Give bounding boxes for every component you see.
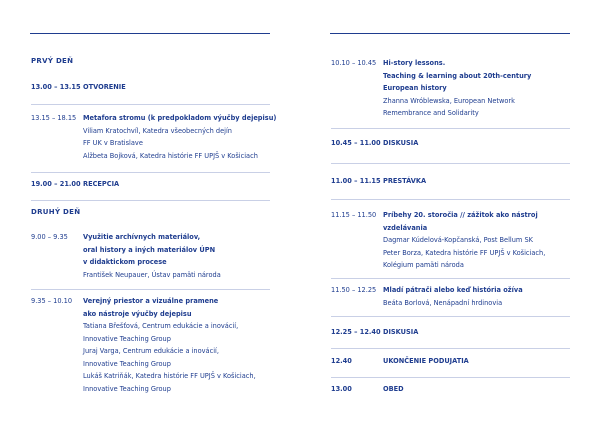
left-top-rule	[30, 33, 270, 34]
divider	[331, 278, 570, 279]
entry-title: DISKUSIA	[383, 139, 419, 147]
entry-title: RECEPCIA	[83, 180, 120, 188]
entry-time: 10.45 – 11.00	[331, 139, 381, 147]
entry-time: 9.00 – 9.35	[31, 233, 68, 241]
entry-title: Využitie archívnych materiálov,	[83, 233, 201, 241]
entry-title: Mladí pátrači alebo keď história ožíva	[383, 286, 523, 294]
entry-time: 12.40	[331, 357, 352, 365]
day2-heading: DRUHÝ DEŇ	[31, 208, 81, 216]
entry-title: OTVORENIE	[83, 83, 126, 91]
speaker-line: Dagmar Kúdelová-Kopčanská, Post Bellum SK	[383, 236, 533, 244]
entry-title: v didaktickom procese	[83, 258, 167, 266]
speaker-line: Innovative Teaching Group	[83, 334, 171, 343]
entry-title: UKONČENIE PODUJATIA	[383, 357, 469, 365]
speaker-line: Viliam Kratochvíl, Katedra všeobecných dejín	[83, 126, 232, 135]
entry-time: 10.10 – 10.45	[331, 59, 377, 67]
divider	[331, 348, 570, 349]
entry-time: 12.25 – 12.40	[331, 328, 381, 336]
entry-time: 19.00 – 21.00	[31, 180, 81, 188]
entry-time: 11.15 – 11.50	[331, 211, 377, 219]
speaker-line: Remembrance and Solidarity	[383, 109, 479, 117]
divider	[31, 104, 270, 105]
entry-title: OBED	[383, 385, 404, 393]
entry-time: 13.00	[331, 385, 352, 393]
day1-heading: PRVÝ DEŇ	[31, 57, 74, 65]
entry-title: DISKUSIA	[383, 328, 419, 336]
entry-title: Verejný priestor a vizuálne pramene	[83, 297, 219, 305]
speaker-line: Peter Borza, Katedra histórie FF UPJŠ v Košiciach,	[383, 248, 546, 257]
divider	[331, 163, 570, 164]
right-top-rule	[330, 33, 570, 34]
entry-title: oral history a iných materiálov ÚPN	[83, 245, 216, 254]
speaker-line: FF UK v Bratislave	[83, 139, 143, 147]
divider	[331, 377, 570, 378]
divider	[31, 172, 270, 173]
entry-time: 9.35 – 10.10	[31, 297, 73, 305]
entry-time: 11.00 – 11.15	[331, 177, 381, 185]
entry-title: European history	[383, 84, 447, 92]
entry-title: Teaching & learning about 20th-century	[383, 71, 532, 80]
speaker-line: František Neupauer, Ústav pamäti národa	[83, 270, 221, 279]
speaker-line: Innovative Teaching Group	[83, 359, 171, 368]
entry-title: ako nástroje výučby dejepisu	[83, 309, 192, 318]
entry-title: Príbehy 20. storočia // zážitok ako nástroj	[383, 211, 538, 219]
divider	[331, 128, 570, 129]
speaker-line: Juraj Varga, Centrum edukácie a inovácií,	[83, 347, 219, 355]
entry-time: 13.00 – 13.15	[31, 83, 81, 91]
speaker-line: Innovative Teaching Group	[83, 384, 171, 393]
speaker-line: Tatiana Břešťová, Centrum edukácie a inovácií,	[83, 322, 239, 330]
entry-title: PRESTÁVKA	[383, 177, 427, 185]
entry-title: Hi-story lessons.	[383, 59, 446, 67]
divider	[31, 289, 270, 290]
divider	[331, 316, 570, 317]
speaker-line: Alžbeta Bojková, Katedra histórie FF UPJŠ v Košiciach	[83, 151, 258, 160]
divider	[331, 199, 570, 200]
entry-title: Metafora stromu (k predpokladom výučby dejepisu)	[83, 114, 277, 122]
entry-time: 13.15 – 18.15	[31, 114, 77, 122]
speaker-line: Zhanna Wróblewska, European Network	[383, 96, 515, 105]
speaker-line: Lukáš Katriňák, Katedra histórie FF UPJŠ v Košiciach,	[83, 372, 256, 380]
divider	[31, 200, 270, 201]
speaker-line: Kolégium pamäti národa	[383, 261, 464, 269]
entry-title: vzdelávania	[383, 223, 428, 232]
entry-time: 11.50 – 12.25	[331, 286, 377, 294]
speaker-line: Beáta Borlová, Nenápadní hrdinovia	[383, 298, 503, 307]
